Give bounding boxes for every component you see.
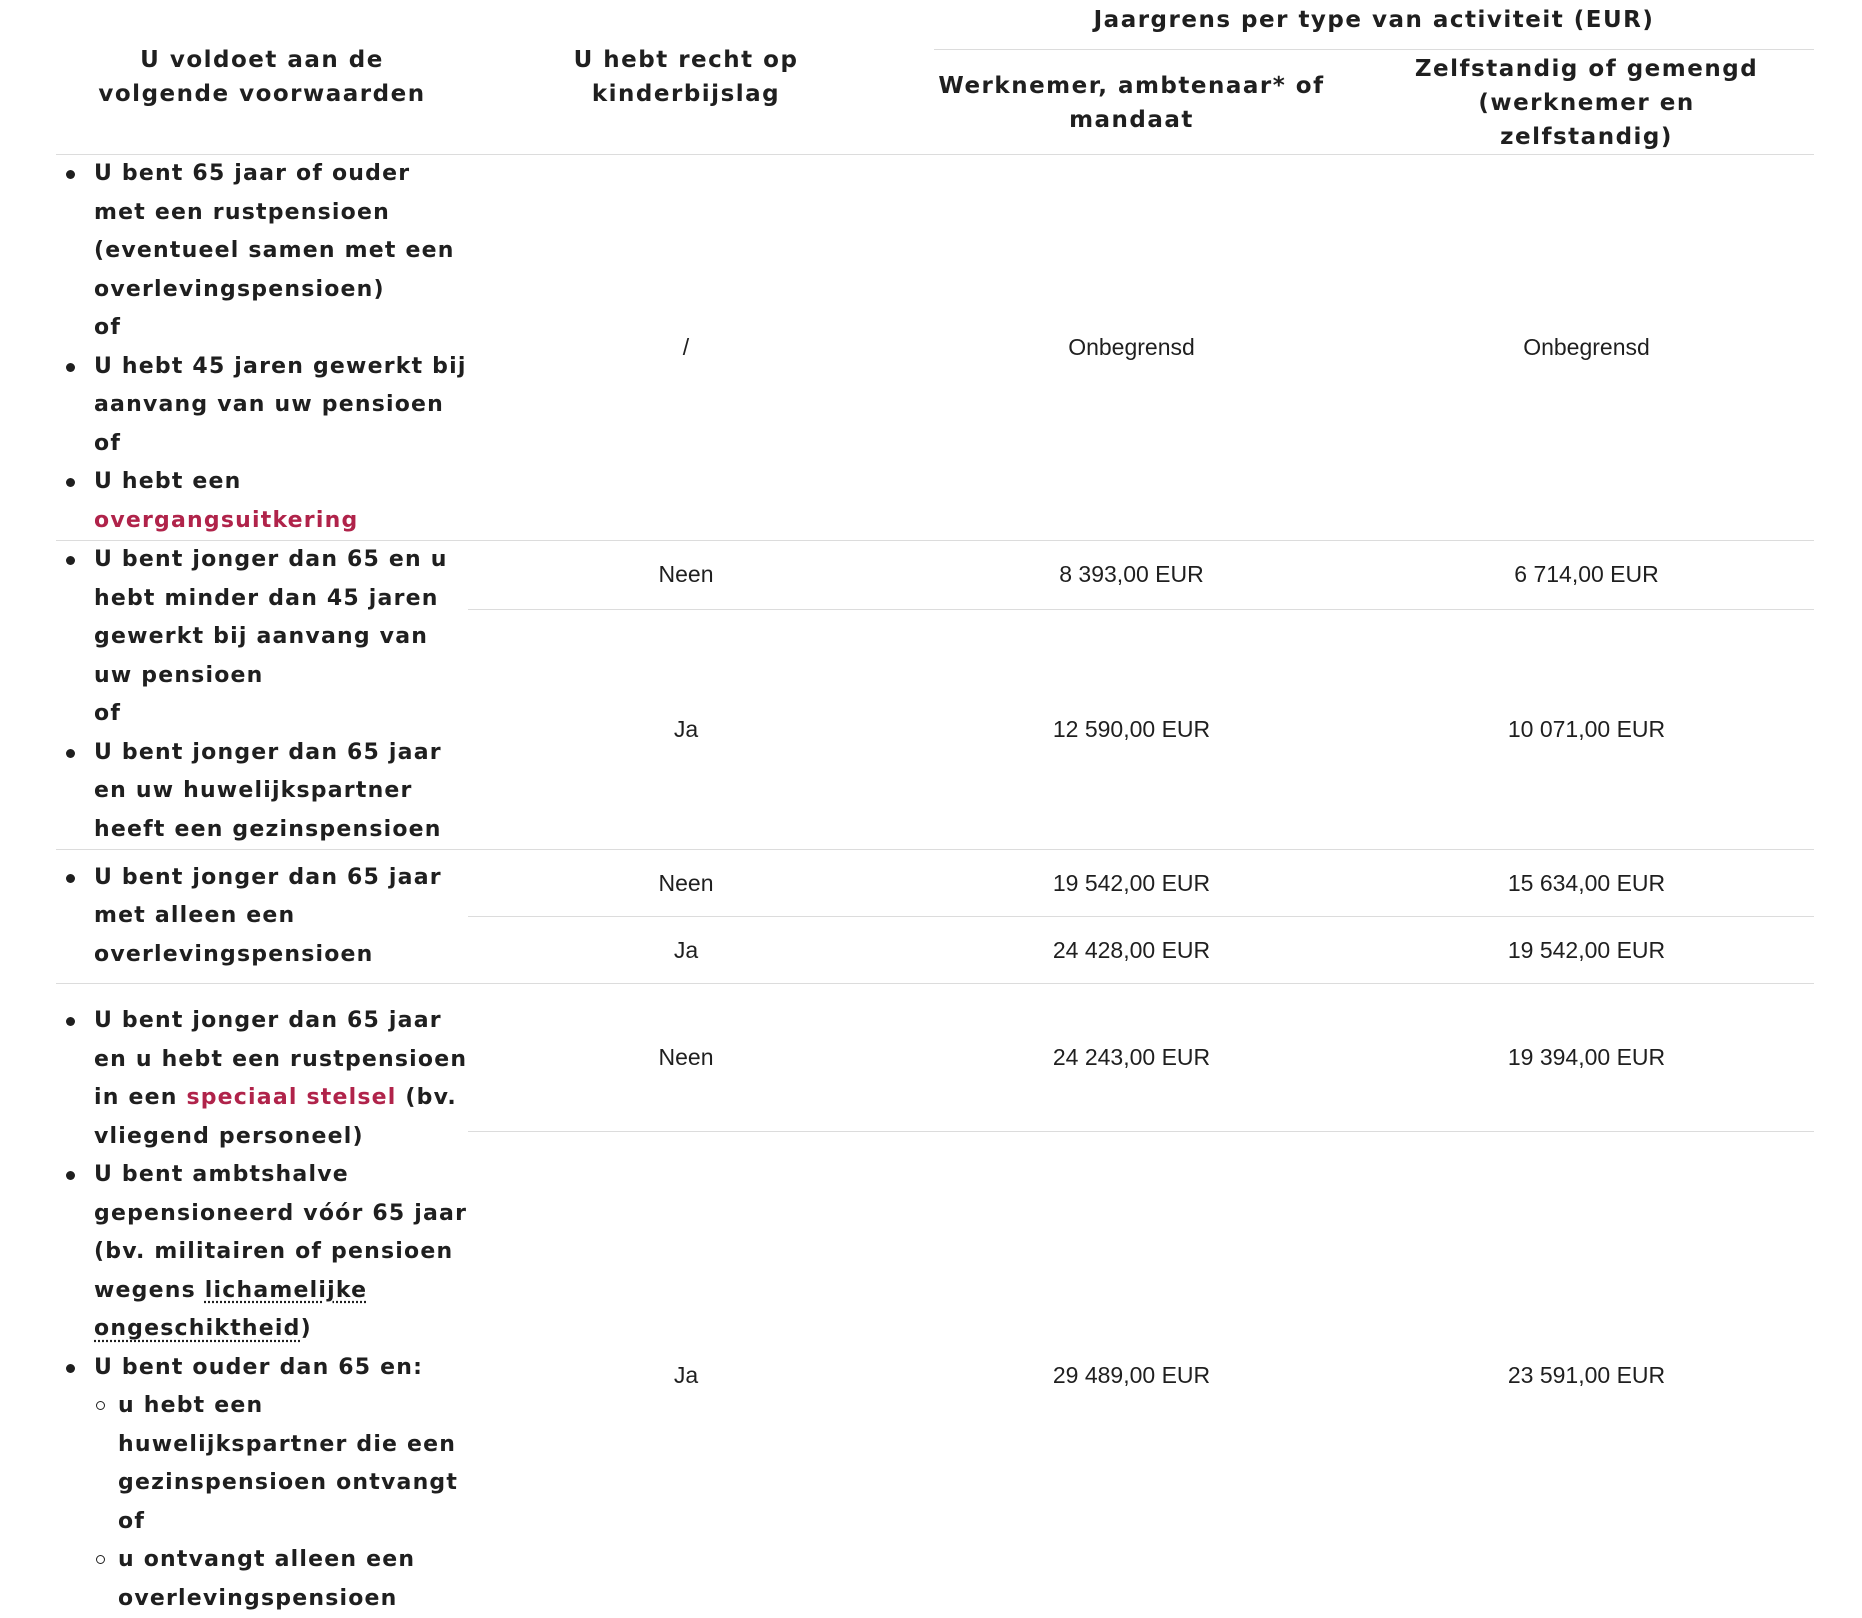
employee-limit-cell: 24 243,00 EUR bbox=[904, 984, 1359, 1132]
self-employed-limit-cell: 23 591,00 EUR bbox=[1359, 1132, 1814, 1618]
conditions-cell bbox=[56, 850, 468, 984]
condition-item bbox=[94, 734, 468, 850]
employee-limit-cell: 24 428,00 EUR bbox=[904, 917, 1359, 984]
income-limits-table bbox=[56, 0, 1814, 1618]
self-employed-limit-cell: 10 071,00 EUR bbox=[1359, 609, 1814, 849]
child-benefit-cell: Neen bbox=[468, 984, 904, 1132]
or-text: of bbox=[94, 695, 468, 734]
condition-text: U bent jonger dan 65 jaar met alleen een overlevingspensioen bbox=[94, 865, 442, 967]
condition-text: U hebt 45 jaren gewerkt bij aanvang van uw pensioen bbox=[94, 354, 467, 418]
condition-text: U bent jonger dan 65 jaar en uw huwelijkspartner heeft een gezinspensioen bbox=[94, 740, 442, 842]
header-limit-group-label: Jaargrens per type van activiteit (EUR) bbox=[934, 3, 1814, 50]
child-benefit-cell: / bbox=[468, 155, 904, 541]
condition-item bbox=[94, 1002, 468, 1156]
speciaal-stelsel-link[interactable]: speciaal stelsel bbox=[186, 1085, 396, 1110]
table-row bbox=[56, 850, 1814, 917]
condition-item bbox=[94, 1156, 468, 1349]
conditions-cell bbox=[56, 984, 468, 1618]
table-row bbox=[56, 541, 1814, 610]
employee-limit-cell: 19 542,00 EUR bbox=[904, 850, 1359, 917]
self-employed-limit-cell: Onbegrensd bbox=[1359, 155, 1814, 541]
condition-text: u hebt een huwelijkspartner die een gezinspensioen ontvangt bbox=[118, 1393, 458, 1495]
condition-item bbox=[94, 541, 468, 734]
condition-text: U hebt een bbox=[94, 469, 242, 494]
child-benefit-cell: Neen bbox=[468, 541, 904, 610]
condition-item bbox=[94, 859, 468, 975]
condition-item bbox=[94, 463, 468, 540]
self-employed-limit-cell: 6 714,00 EUR bbox=[1359, 541, 1814, 610]
table-row bbox=[56, 155, 1814, 541]
condition-item bbox=[94, 348, 468, 464]
or-text: of bbox=[94, 309, 468, 348]
condition-item bbox=[94, 155, 468, 348]
condition-text: U bent ouder dan 65 en: bbox=[94, 1355, 423, 1380]
child-benefit-cell: Ja bbox=[468, 1132, 904, 1618]
table-row bbox=[56, 984, 1814, 1132]
child-benefit-cell: Neen bbox=[468, 850, 904, 917]
conditions-cell bbox=[56, 155, 468, 541]
employee-limit-cell: 12 590,00 EUR bbox=[904, 609, 1359, 849]
condition-text: U bent jonger dan 65 en u hebt minder dan 45 jaren gewerkt bij aanvang van uw pensioen bbox=[94, 547, 448, 688]
self-employed-limit-cell: 19 394,00 EUR bbox=[1359, 984, 1814, 1132]
condition-text: ) bbox=[301, 1316, 312, 1341]
child-benefit-cell: Ja bbox=[468, 609, 904, 849]
header-child-benefit: U hebt recht op kinderbijslag bbox=[468, 0, 904, 155]
header-conditions: U voldoet aan de volgende voorwaarden bbox=[56, 0, 468, 155]
or-text: of bbox=[118, 1503, 468, 1542]
or-text: of bbox=[94, 425, 468, 464]
header-self-employed: Zelfstandig of gemengd (werknemer en zelfstandig) bbox=[1359, 52, 1814, 155]
condition-text: U bent jonger dan 65 jaar en u hebt een rustpensioen in een bbox=[94, 1008, 467, 1110]
conditions-cell bbox=[56, 541, 468, 850]
header-employee: Werknemer, ambtenaar* of mandaat bbox=[904, 52, 1359, 155]
condition-text: U bent ambtshalve gepensioneerd vóór 65 jaar (bv. militairen of pensioen wegens bbox=[94, 1162, 467, 1303]
condition-text: u ontvangt alleen een overlevingspensioen bbox=[118, 1547, 415, 1611]
condition-item bbox=[94, 1349, 468, 1618]
condition-text: (bv. vliegend personeel) bbox=[94, 1085, 457, 1149]
header-limit-group bbox=[904, 0, 1814, 52]
employee-limit-cell: Onbegrensd bbox=[904, 155, 1359, 541]
sub-condition-item bbox=[118, 1541, 468, 1618]
condition-text: U bent 65 jaar of ouder met een rustpensioen (eventueel samen met een overlevingspensioen) bbox=[94, 161, 455, 302]
child-benefit-cell: Ja bbox=[468, 917, 904, 984]
employee-limit-cell: 8 393,00 EUR bbox=[904, 541, 1359, 610]
employee-limit-cell: 29 489,00 EUR bbox=[904, 1132, 1359, 1618]
lichamelijke-ongeschiktheid-tooltip[interactable]: lichamelijke ongeschiktheid bbox=[94, 1278, 367, 1342]
self-employed-limit-cell: 19 542,00 EUR bbox=[1359, 917, 1814, 984]
overgangsuitkering-link[interactable]: overgangsuitkering bbox=[94, 508, 358, 533]
self-employed-limit-cell: 15 634,00 EUR bbox=[1359, 850, 1814, 917]
